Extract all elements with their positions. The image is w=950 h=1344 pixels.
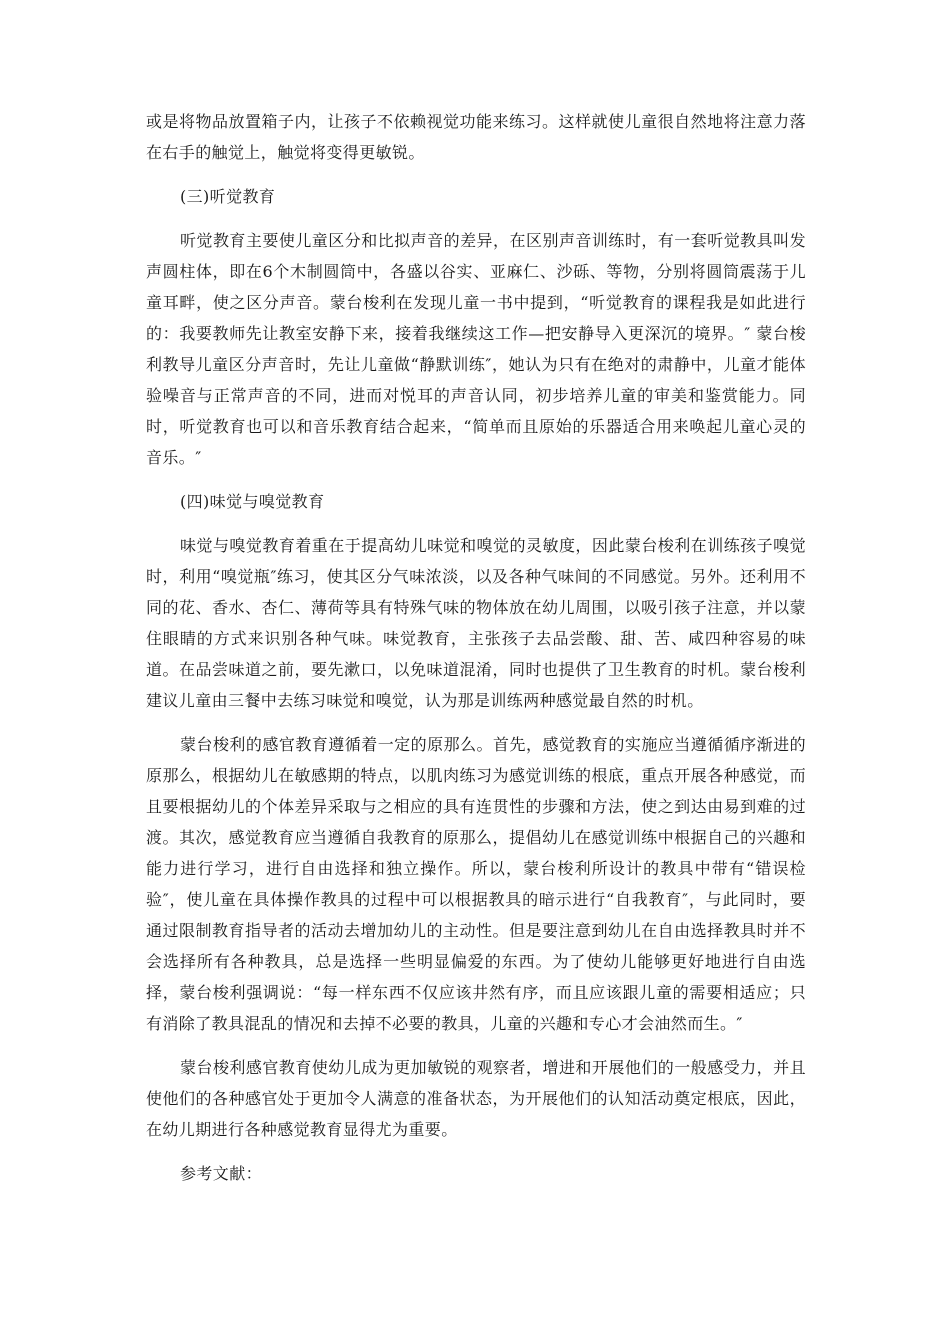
section-heading-auditory: (三)听觉教育 bbox=[180, 187, 276, 206]
paragraph-taste-smell-education: 味觉与嗅觉教育着重在于提高幼儿味觉和嗅觉的灵敏度，因此蒙台梭利在训练孩子嗅觉时，利用“嗅觉瓶″练习，使其区分气味浓淡，以及各种气味间的不同感觉。另外。还利用不同的花、香水、杏仁、薄荷等具有特殊气味的物体放在幼儿周围，以吸引孩子注意，并以蒙住眼睛的方式来识别各种气味。味觉教育，主张孩子去品尝酸、甜、苦、咸四种容易的味道。在品尝味道之前，要先漱口，以免味道混淆，同时也提供了卫生教育的时机。蒙台梭利建议儿童由三餐中去练习味觉和嗅觉，认为那是训练两种感觉最自然的时机。 bbox=[146, 536, 806, 710]
document-page bbox=[146, 106, 806, 1202]
paragraph-conclusion: 蒙台梭利感官教育使幼儿成为更加敏锐的观察者，增进和开展他们的一般感受力，并且使他们的各种感官处于更加令人满意的准备状态，为开展他们的认知活动奠定根底，因此，在幼儿期进行各种感觉教育显得尤为重要。 bbox=[146, 1058, 806, 1139]
paragraph-auditory-education: 听觉教育主要使儿童区分和比拟声音的差异，在区别声音训练时，有一套听觉教具叫发声圆柱体，即在6个木制圆筒中，各盛以谷实、亚麻仁、沙砾、等物，分别将圆筒震荡于儿童耳畔，使之区分声音。蒙台梭利在发现儿童一书中提到，“听觉教育的课程我是如此进行的：我要教师先让教室安静下来，接着我继续这工作—把安静导入更深沉的境界。″ 蒙台梭利教导儿童区分声音时，先让儿童做“静默训练″，她认为只有在绝对的肃静中，儿童才能体验噪音与正常声音的不同，进而对悦耳的声音认同，初步培养儿童的审美和鉴赏能力。同时，听觉教育也可以和音乐教育结合起来，“简单而且原始的乐器适合用来唤起儿童心灵的音乐。″ bbox=[146, 231, 806, 467]
references-label: 参考文献： bbox=[180, 1164, 263, 1183]
paragraph-tactile-continued: 或是将物品放置箱子内，让孩子不依赖视觉功能来练习。这样就使儿童很自然地将注意力落在右手的触觉上，触觉将变得更敏锐。 bbox=[146, 112, 806, 162]
section-heading-taste-smell: (四)味觉与嗅觉教育 bbox=[180, 492, 325, 511]
paragraph-principles: 蒙台梭利的感官教育遵循着一定的原那么。首先，感觉教育的实施应当遵循循序渐进的原那么，根据幼儿在敏感期的特点，以肌肉练习为感觉训练的根底，重点开展各种感觉，而且要根据幼儿的个体差异采取与之相应的具有连贯性的步骤和方法，使之到达由易到难的过渡。其次，感觉教育应当遵循自我教育的原那么，提倡幼儿在感觉训练中根据自己的兴趣和能力进行学习，进行自由选择和独立操作。所以，蒙台梭利所设计的教具中带有“错误检验″，使儿童在具体操作教具的过程中可以根据教具的暗示进行“自我教育″，与此同时，要通过限制教育指导者的活动去增加幼儿的主动性。但是要注意到幼儿在自由选择教具时并不会选择所有各种教具，总是选择一些明显偏爱的东西。为了使幼儿能够更好地进行自由选择，蒙台梭利强调说：“每一样东西不仅应该井然有序，而且应该跟儿童的需要相适应；只有消除了教具混乱的情况和去掉不必要的教具，儿童的兴趣和专心才会油然而生。″ bbox=[146, 735, 806, 1033]
